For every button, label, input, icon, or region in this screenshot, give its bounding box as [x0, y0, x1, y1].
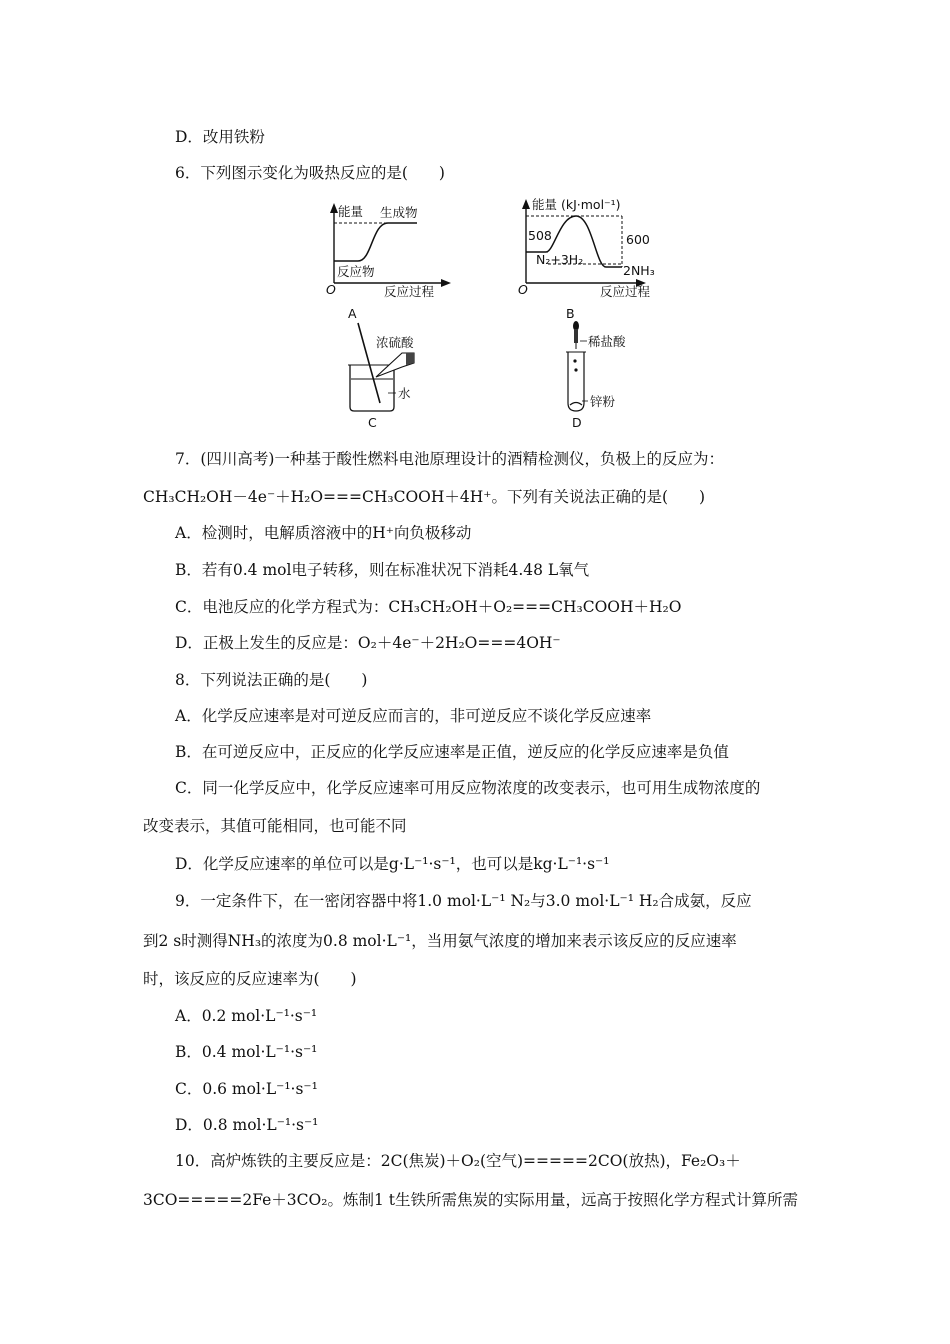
- fig-a-product: 生成物: [380, 205, 418, 220]
- option-q7-c: C．电池反应的化学方程式为：CH₃CH₂OH＋O₂===CH₃COOH＋H₂O: [175, 598, 682, 616]
- fig-a-ylabel: 能量: [338, 204, 364, 219]
- fig-c-label: C: [368, 415, 377, 430]
- fig-b-xlabel: 反应过程: [600, 284, 651, 299]
- question-9-stem-line3: 时，该反应的反应速率为( ): [143, 970, 357, 988]
- option-q8-b: B．在可逆反应中，正反应的化学反应速率是正值，逆反应的化学反应速率是负值: [175, 743, 729, 761]
- question-6-figures: [310, 195, 680, 435]
- fig-a-xlabel: 反应过程: [384, 284, 435, 299]
- fig-b-left-value: 508: [528, 228, 552, 243]
- option-q8-a: A．化学反应速率是对可逆反应而言的，非可逆反应不谈化学反应速率: [175, 707, 652, 725]
- option-q9-a: A．0.2 mol·L⁻¹·s⁻¹: [175, 1007, 318, 1025]
- figure-c-beaker: [348, 323, 414, 430]
- option-q9-c: C．0.6 mol·L⁻¹·s⁻¹: [175, 1080, 318, 1098]
- option-q8-d: D．化学反应速率的单位可以是g·L⁻¹·s⁻¹，也可以是kg·L⁻¹·s⁻¹: [175, 855, 610, 873]
- fig-d-reagent: 稀盐酸: [588, 334, 626, 349]
- fig-b-ylabel: 能量 (kJ·mol⁻¹): [532, 197, 621, 212]
- option-q8-c-line1: C．同一化学反应中，化学反应速率可用反应物浓度的改变表示，也可用生成物浓度的: [175, 779, 761, 797]
- fig-b-right-value: 600: [626, 232, 650, 247]
- question-6-stem: 6．下列图示变化为吸热反应的是( ): [175, 164, 445, 182]
- option-q7-b: B．若有0.4 mol电子转移，则在标准状况下消耗4.48 L氧气: [175, 561, 590, 579]
- fig-c-water: 水: [398, 386, 411, 401]
- fig-a-reactant: 反应物: [337, 264, 375, 279]
- option-q5-d: D．改用铁粉: [175, 128, 265, 146]
- fig-d-solid: 锌粉: [590, 394, 616, 409]
- fig-a-label: A: [348, 306, 357, 321]
- question-8-stem: 8．下列说法正确的是( ): [175, 671, 368, 689]
- question-10-stem-line1: 10．高炉炼铁的主要反应是：2C(焦炭)＋O₂(空气)=====2CO(放热)，Fe₂O₃＋: [175, 1152, 741, 1170]
- question-9-stem-line2: 到2 s时测得NH₃的浓度为0.8 mol·L⁻¹，当用氨气浓度的增加来表示该反应的反应速率: [143, 932, 737, 950]
- fig-b-reactant: N₂+3H₂: [536, 252, 584, 267]
- question-7-stem-line1: 7．(四川高考)一种基于酸性燃料电池原理设计的酒精检测仪，负极上的反应为：: [175, 450, 724, 468]
- option-q7-a: A．检测时，电解质溶液中的H⁺向负极移动: [175, 524, 472, 542]
- fig-b-label: B: [566, 306, 575, 321]
- fig-a-origin: O: [326, 282, 336, 297]
- figure-b-energy-diagram: [518, 197, 655, 321]
- question-10-stem-line2: 3CO=====2Fe＋3CO₂。炼制1 t生铁所需焦炭的实际用量，远高于按照化学方程式计算所需: [143, 1191, 798, 1209]
- fig-b-product: 2NH₃: [623, 263, 655, 278]
- fig-c-reagent: 浓硫酸: [376, 335, 414, 350]
- figure-d-test-tube: [566, 321, 626, 430]
- option-q9-b: B．0.4 mol·L⁻¹·s⁻¹: [175, 1043, 318, 1061]
- question-7-stem-line2: CH₃CH₂OH－4e⁻＋H₂O===CH₃COOH＋4H⁺。下列有关说法正确的是( ): [143, 488, 706, 506]
- option-q9-d: D．0.8 mol·L⁻¹·s⁻¹: [175, 1116, 319, 1134]
- question-9-stem-line1: 9．一定条件下，在一密闭容器中将1.0 mol·L⁻¹ N₂与3.0 mol·L⁻¹ H₂合成氨，反应: [175, 892, 752, 910]
- figure-a-energy-diagram: [326, 203, 451, 321]
- option-q7-d: D．正极上发生的反应是：O₂＋4e⁻＋2H₂O===4OH⁻: [175, 634, 561, 652]
- option-q8-c-line2: 改变表示，其值可能相同，也可能不同: [143, 817, 407, 835]
- fig-d-label: D: [572, 415, 582, 430]
- fig-b-origin: O: [518, 282, 528, 297]
